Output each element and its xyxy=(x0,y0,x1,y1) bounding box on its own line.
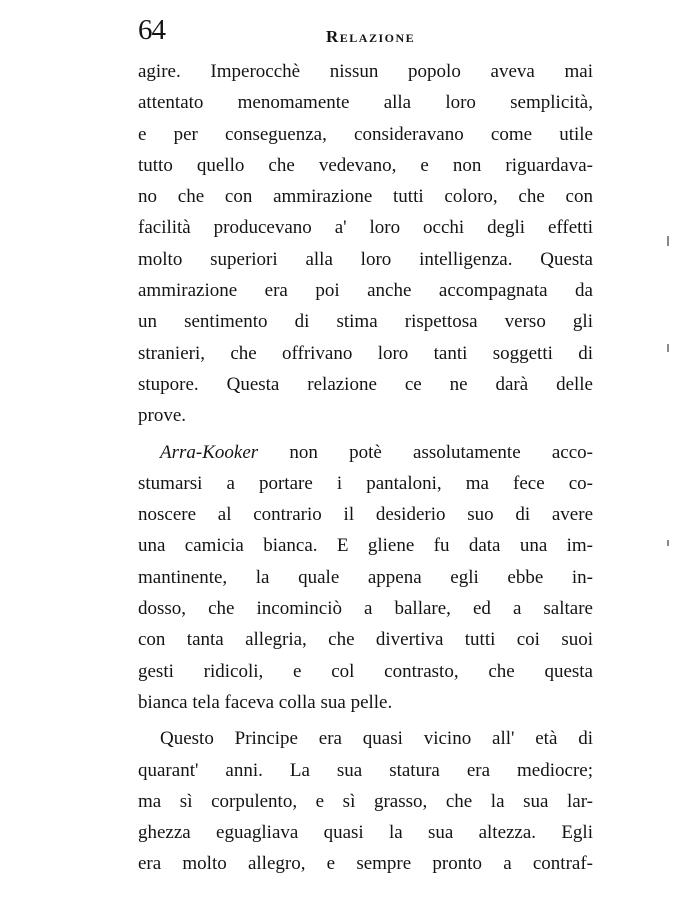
scan-edge-mark xyxy=(667,236,669,246)
text-line xyxy=(138,437,593,468)
paragraph-1 xyxy=(138,56,593,432)
text-line: stupore. Questa relazione ce ne darà delle xyxy=(138,373,593,395)
text-line: agire. Imperocchè nissun popolo aveva mai xyxy=(138,61,593,82)
text-line: un sentimento di stima rispettosa verso gli xyxy=(138,311,593,333)
text-line: no che con ammirazione tutti coloro, che con xyxy=(138,186,593,208)
paragraph-2 xyxy=(138,437,593,719)
text-line: era molto allegro, e sempre pronto a contraf- xyxy=(138,853,593,875)
text-line: con tanta allegria, che divertiva tutti coi suoi xyxy=(138,629,593,651)
text-line: molto superiori alla loro intelligenza. Questa xyxy=(138,248,593,270)
text-line: dosso, che incominciò a ballare, ed a saltare xyxy=(138,598,593,620)
running-title: Relazione xyxy=(326,27,416,46)
text-line: ma sì corpulento, e sì grasso, che la sua lar- xyxy=(138,790,593,812)
page-number: 64 xyxy=(138,14,165,46)
text-line: prove. xyxy=(138,405,187,427)
text-line: attentato menomamente alla loro semplicità, xyxy=(138,92,593,114)
body-text xyxy=(138,56,593,880)
scan-edge-mark xyxy=(667,344,669,352)
text-line: quarant' anni. La sua statura era mediocre; xyxy=(138,759,593,781)
text-line: Questo Principe era quasi vicino all' età di xyxy=(160,728,593,750)
text-line: e per conseguenza, consideravano come utile xyxy=(138,123,593,145)
text-line: facilità producevano a' loro occhi degli effetti xyxy=(138,217,593,239)
person-name: Arra-Kooker xyxy=(160,441,259,463)
text-line: noscere al contrario il desiderio suo di avere xyxy=(138,504,593,526)
text-line: gesti ridicoli, e col contrasto, che questa xyxy=(138,660,593,682)
text-line: bianca tela faceva colla sua pelle. xyxy=(138,691,393,713)
text-line: tutto quello che vedevano, e non riguardava- xyxy=(138,154,593,176)
text-line: stumarsi a portare i pantaloni, ma fece co- xyxy=(138,472,593,494)
text-line: mantinente, la quale appena egli ebbe in- xyxy=(138,566,593,588)
text-line: stranieri, che offrivano loro tanti soggetti di xyxy=(138,342,593,364)
text-line: ghezza eguagliava quasi la sua altezza. Egli xyxy=(138,822,593,844)
text-fragment: non potè assolutamente acco- xyxy=(258,441,593,463)
scan-edge-mark xyxy=(667,540,669,546)
text-line: una camicia bianca. E gliene fu data una im- xyxy=(138,535,593,557)
page-header xyxy=(138,14,588,54)
text-line: ammirazione era poi anche accompagnata da xyxy=(138,280,593,302)
paragraph-3 xyxy=(138,723,593,879)
